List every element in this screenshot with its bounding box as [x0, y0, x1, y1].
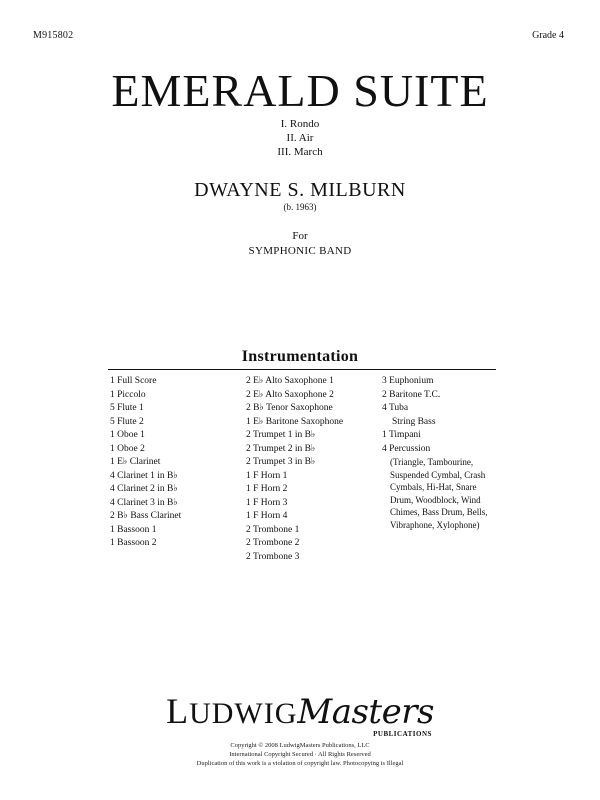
list-item: 1 Full Score: [110, 376, 157, 386]
list-item: 1 Bassoon 2: [110, 538, 157, 548]
list-item: 2 Trumpet 3 in B♭: [246, 457, 316, 467]
list-item: 5 Flute 2: [110, 416, 144, 427]
list-item: 4 Percussion: [382, 443, 431, 454]
list-item: 1 Oboe 2: [110, 443, 145, 454]
list-item: 1 E♭ Clarinet: [110, 457, 161, 467]
publisher-logo: [0, 690, 600, 740]
divider-rule: [108, 369, 496, 370]
list-item: 1 Piccolo: [110, 389, 146, 400]
list-item: 1 F Horn 1: [246, 470, 288, 481]
instrumentation-column-brass: [246, 375, 382, 564]
catalog-number: M915802: [33, 30, 74, 41]
list-item: 1 Oboe 1: [110, 430, 145, 440]
list-item: 1 Bassoon 1: [110, 524, 157, 535]
list-item: 5 Flute 1: [110, 403, 144, 413]
logo-masters-wordmark: Masters: [297, 692, 434, 732]
copyright-notice: [0, 741, 600, 768]
list-item: String Bass: [392, 416, 436, 427]
list-item: 4 Clarinet 1 in B♭: [110, 470, 178, 481]
list-item: 2 E♭ Alto Saxophone 1: [246, 376, 334, 386]
movement-item: II. Air: [286, 132, 314, 144]
for-label: For: [292, 230, 308, 242]
movement-item: I. Rondo: [280, 118, 320, 130]
instrumentation-column-woodwinds: [110, 375, 246, 564]
composer-name: DWAYNE S. MILBURN: [194, 179, 406, 201]
list-item: 2 Trumpet 2 in B♭: [246, 443, 316, 454]
copyright-line: Duplication of this work is a violation of copyright law. Photocopying is Illegal: [196, 760, 404, 767]
list-item: 1 F Horn 2: [246, 484, 288, 494]
logo-publications-label: PUBLICATIONS: [373, 730, 432, 738]
list-item: 2 Baritone T.C.: [382, 389, 441, 400]
list-item: 4 Clarinet 2 in B♭: [110, 484, 178, 494]
list-item: 2 B♭ Bass Clarinet: [110, 511, 182, 521]
movement-list: [0, 117, 600, 159]
copyright-line: International Copyright Secured · All Rights Reserved: [229, 751, 371, 758]
list-item: 2 Trumpet 1 in B♭: [246, 430, 316, 440]
page-title: EMERALD SUITE: [111, 65, 489, 116]
list-item: 2 Trombone 1: [246, 524, 300, 535]
list-item: 1 F Horn 3: [246, 497, 288, 508]
composer-dates: (b. 1963): [283, 202, 317, 212]
copyright-line: Copyright © 2008 LudwigMasters Publications, LLC: [230, 742, 370, 749]
list-item: 1 E♭ Baritone Saxophone: [246, 416, 344, 427]
logo-ludwig-wordmark: LUDWIG: [166, 691, 298, 731]
list-item: 1 F Horn 4: [246, 511, 288, 521]
list-item: 4 Clarinet 3 in B♭: [110, 497, 178, 508]
percussion-detail: (Triangle, Tambourine, Suspended Cymbal, Crash Cymbals, Hi-Hat, Snare Drum, Woodblock, Wind Chimes, Bass Drum, Bells, Vibraphone, Xylophone): [390, 457, 488, 530]
instrumentation-heading: Instrumentation: [241, 348, 359, 365]
list-item: 2 Trombone 2: [246, 538, 300, 548]
ensemble-label: SYMPHONIC BAND: [248, 245, 352, 257]
list-item: 2 Trombone 3: [246, 551, 300, 562]
list-item: 2 E♭ Alto Saxophone 2: [246, 389, 334, 400]
instrumentation-column-low-brass-percussion: [382, 375, 500, 564]
grade-label: Grade 4: [532, 30, 564, 41]
instrumentation-list: [110, 375, 500, 564]
list-item: 2 B♭ Tenor Saxophone: [246, 403, 333, 413]
movement-item: III. March: [277, 146, 323, 158]
list-item: 3 Euphonium: [382, 376, 434, 386]
list-item: 1 Timpani: [382, 430, 421, 440]
list-item: 4 Tuba: [382, 403, 409, 413]
